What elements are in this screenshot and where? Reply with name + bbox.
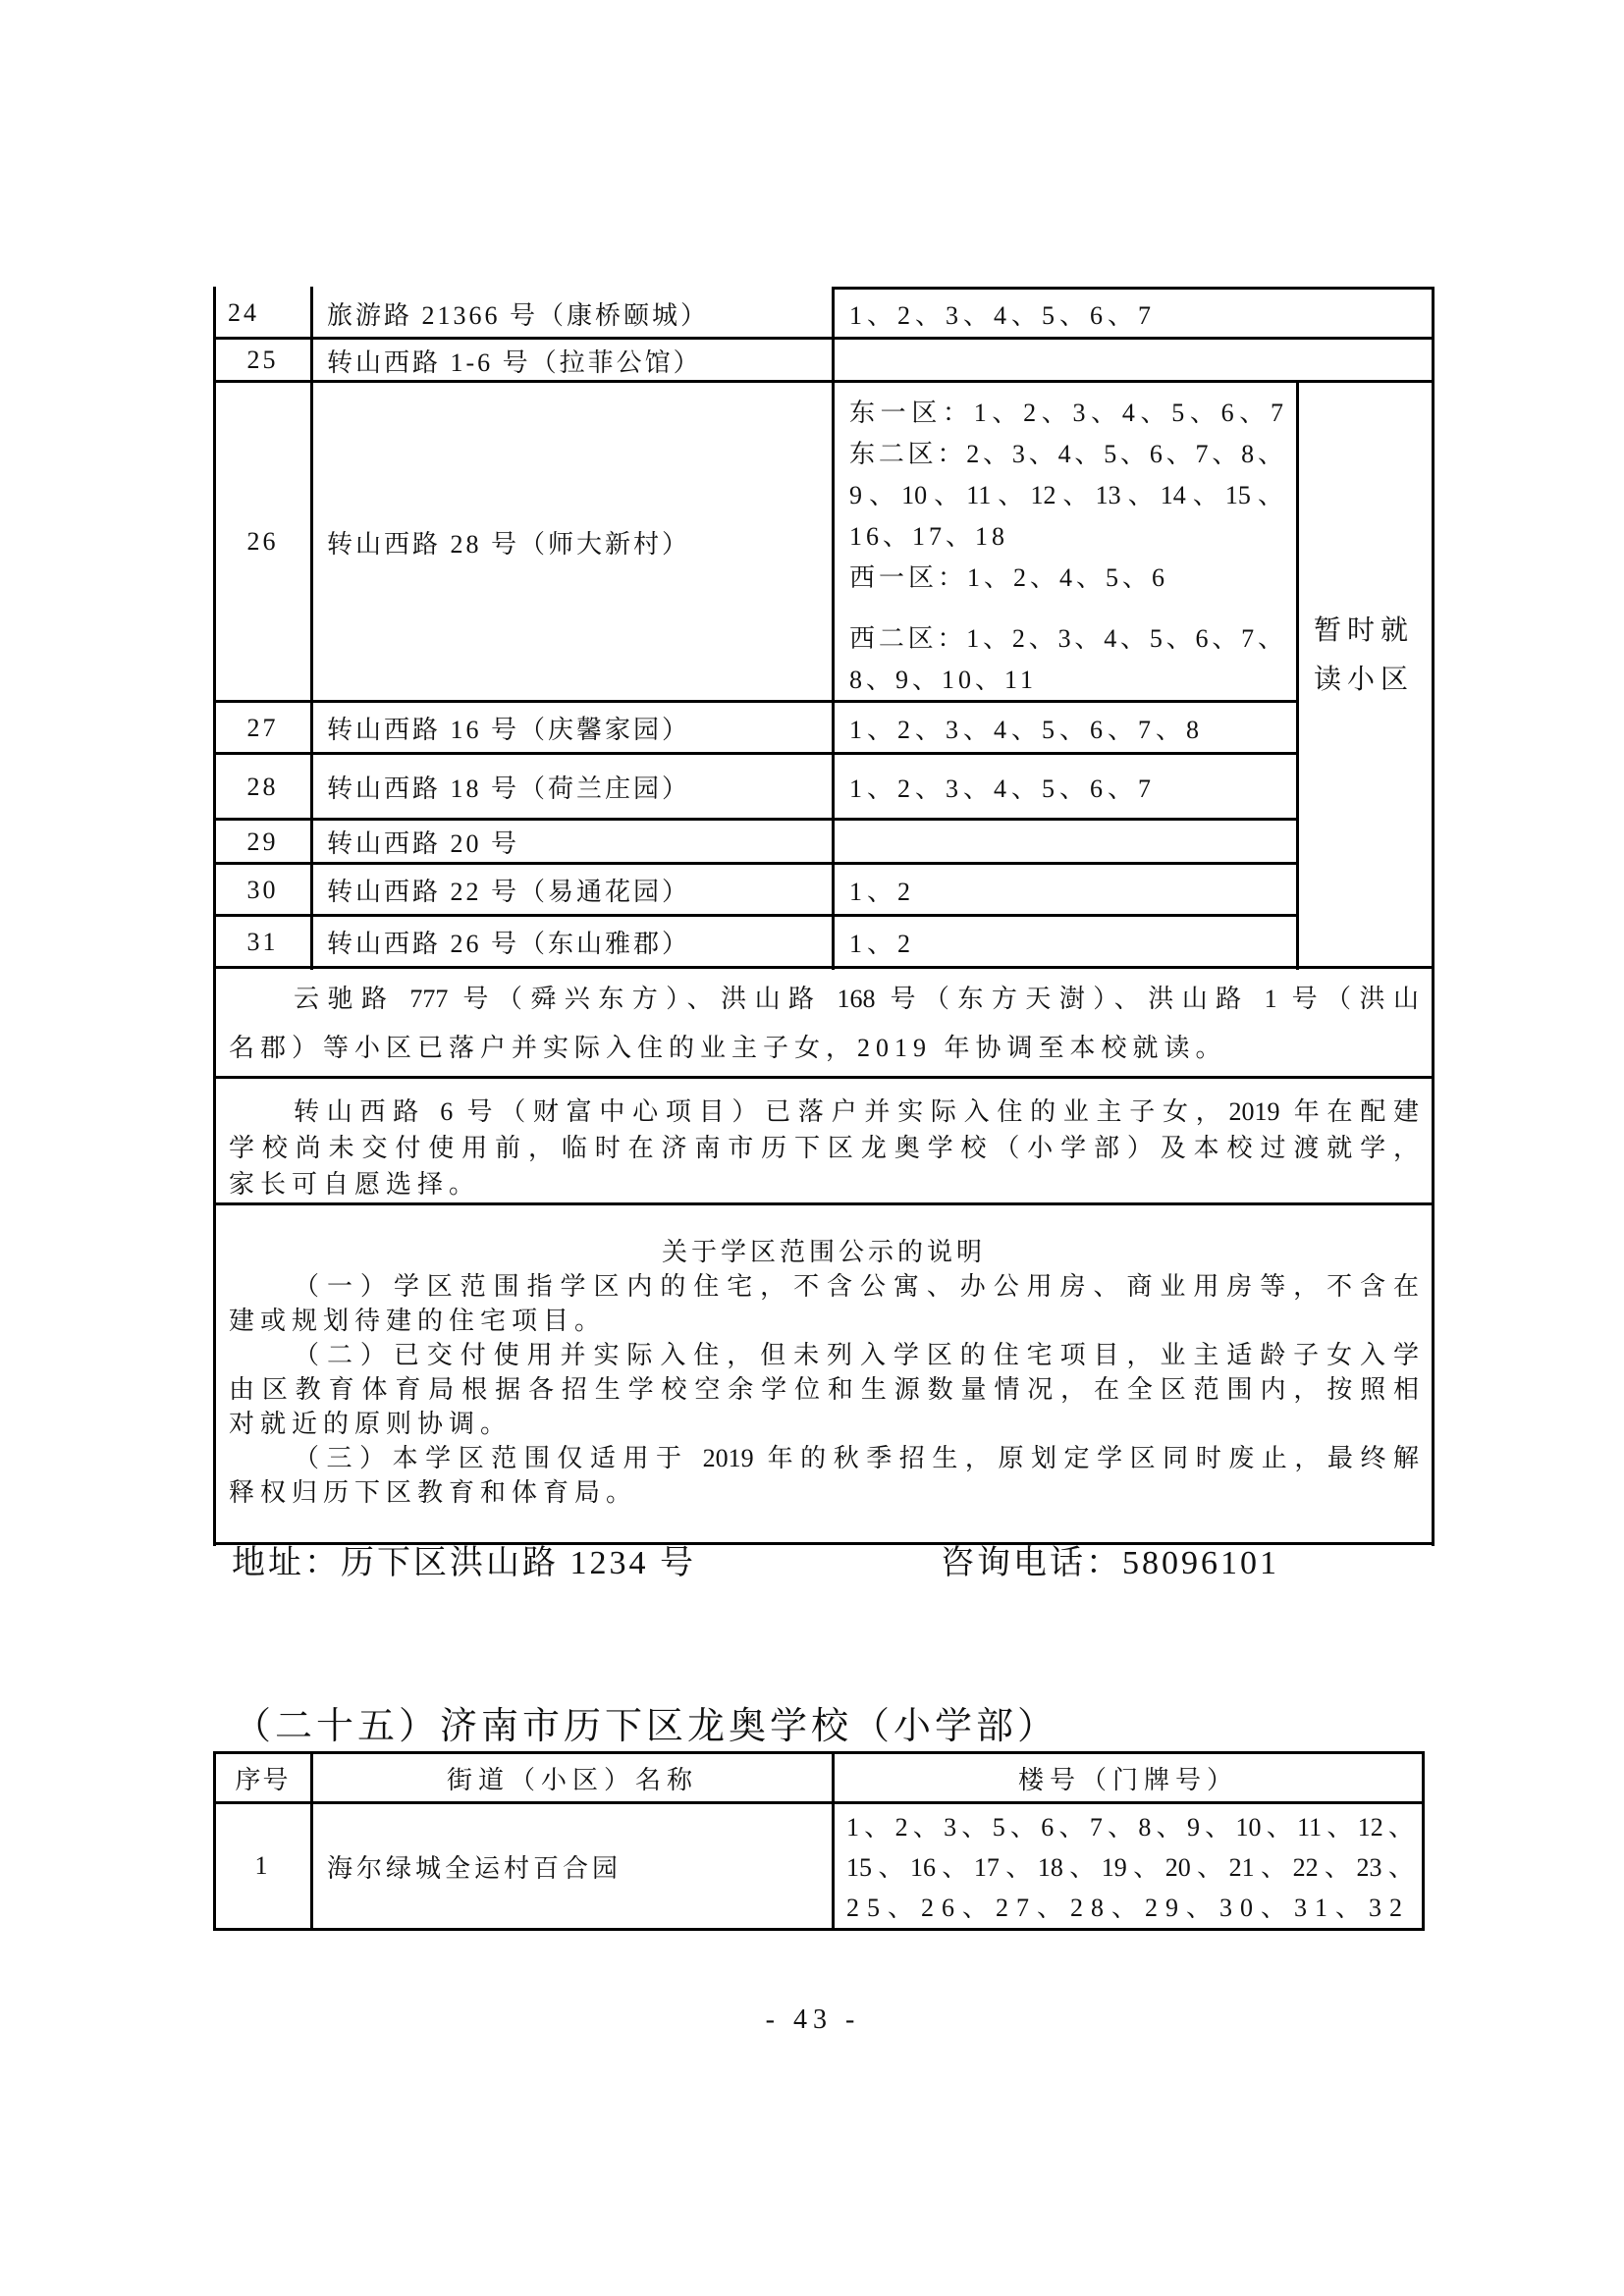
section-heading: （二十五）济南市历下区龙奥学校（小学部） [234, 1706, 1059, 1747]
building-numbers [846, 1807, 1414, 1928]
building-line: 东二区：2、3、4、5、6、7、8、 [849, 440, 1283, 468]
street-name: 转山西路 1-6 号（拉菲公馆） [327, 347, 702, 377]
building-line: 15、16、17、18、19、20、21、22、23、 [846, 1853, 1414, 1882]
header-street-name: 街道（小区）名称 [446, 1765, 698, 1794]
street-name: 转山西路 26 号（东山雅郡） [327, 930, 691, 958]
note-line: 转山西路 6 号（财富中心项目）已落户并实际入住的业主子女，2019 年在配建 [294, 1097, 1419, 1126]
note-transitional-enrollment [229, 1094, 1419, 1202]
row-number: 30 [246, 875, 279, 904]
building-numbers: 1、2、3、4、5、6、7、8 [849, 716, 1205, 744]
building-line: 西二区：1、2、3、4、5、6、7、 [849, 624, 1283, 653]
building-line: 西一区：1、2、4、5、6 [849, 563, 1169, 592]
street-name: 转山西路 16 号（庆馨家园） [327, 716, 691, 744]
table1-col1-divider [310, 287, 313, 970]
note-line: 名郡）等小区已落户并实际入住的业主子女，2019 年协调至本校就读。 [229, 1034, 1227, 1062]
row-number: 28 [246, 772, 279, 801]
street-name: 转山西路 28 号（师大新村） [327, 529, 691, 559]
note-line: 家长可自愿选择。 [229, 1170, 481, 1199]
explanation-line: 对就近的原则协调。 [229, 1410, 513, 1438]
explanation-line: （三）本学区范围仅适用于 2019 年的秋季招生，原划定学区同时废止，最终解 [294, 1444, 1419, 1472]
building-numbers: 1、2、3、4、5、6、7 [849, 774, 1157, 803]
header-building-numbers: 楼号（门牌号） [1017, 1765, 1238, 1794]
note-line: 云驰路 777 号（舜兴东方）、洪山路 168 号（东方天澍）、洪山路 1 号（洪山 [294, 985, 1419, 1013]
building-line: 25、26、27、28、29、30、31、32 [846, 1894, 1411, 1922]
table1-row-divider [213, 1202, 1435, 1205]
table2-right-border [1422, 1751, 1425, 1931]
explanation-line: （一）学区范围指学区内的住宅，不含公寓、办公用房、商业用房等，不含在 [294, 1272, 1419, 1301]
building-line: 16、17、18 [849, 522, 1009, 551]
building-line: 1、2、3、5、6、7、8、9、10、11、12、 [846, 1813, 1414, 1842]
street-name: 转山西路 18 号（荷兰庄园） [327, 774, 691, 803]
table1-col2-divider [832, 287, 835, 970]
street-name: 旅游路 21366 号（康桥颐城） [327, 300, 710, 330]
consultation-phone: 咨询电话：58096101 [941, 1545, 1279, 1581]
building-line: 8、9、10、11 [849, 666, 1038, 694]
school-address: 地址：历下区洪山路 1234 号 [232, 1545, 696, 1581]
row-number: 26 [246, 527, 279, 556]
row-number: 24 [228, 298, 259, 327]
note-line: 学校尚未交付使用前，临时在济南市历下区龙奥学校（小学部）及本校过渡就学， [229, 1134, 1419, 1162]
table1-right-border [1432, 287, 1435, 1546]
street-name: 转山西路 22 号（易通花园） [327, 878, 691, 906]
street-name: 海尔绿城全运村百合园 [327, 1853, 623, 1883]
explanation-line: 建或规划待建的住宅项目。 [229, 1307, 607, 1335]
building-line: 东一区：1、2、3、4、5、6、7 [849, 399, 1283, 427]
row-number: 31 [246, 927, 279, 956]
row-number: 25 [246, 346, 279, 374]
building-numbers: 1、2 [849, 878, 916, 906]
header-serial-number: 序号 [235, 1765, 291, 1794]
table1-col3-divider [1296, 381, 1299, 970]
building-numbers [849, 393, 1283, 701]
building-numbers: 1、2 [849, 930, 916, 958]
explanation-title: 关于学区范围公示的说明 [661, 1238, 986, 1266]
table1-row-divider [213, 1076, 1435, 1079]
table2-bottom-border [213, 1928, 1425, 1931]
building-numbers: 1、2、3、4、5、6、7 [849, 300, 1157, 330]
explanation-line: 由区教育体育局根据各招生学校空余学位和生源数量情况，在全区范围内，按照相 [229, 1375, 1419, 1404]
row-number: 29 [246, 827, 279, 856]
building-line: 9、10、11、12、13、14、15、 [849, 481, 1283, 509]
row-number: 27 [246, 713, 279, 742]
note-coordinated-enrollment [229, 975, 1419, 1073]
school-district-explanation [229, 1235, 1419, 1510]
temporary-enrollment-remark: 暂时就读小区 [1314, 615, 1415, 695]
street-name: 转山西路 20 号 [327, 829, 520, 858]
page-number: - 43 - [765, 2004, 861, 2035]
explanation-line: 释权归历下区教育和体育局。 [229, 1478, 638, 1507]
row-number: 1 [254, 1851, 271, 1880]
explanation-line: （二）已交付使用并实际入住，但未列入学区的住宅项目，业主适龄子女入学 [294, 1341, 1419, 1369]
